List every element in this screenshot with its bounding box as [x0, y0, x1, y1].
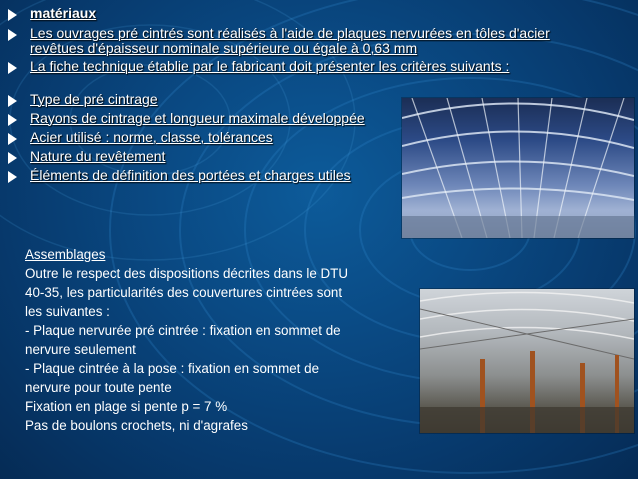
bullet-text: matériaux — [30, 5, 97, 21]
arrow-bullet-icon — [8, 95, 17, 107]
arrow-bullet-icon — [8, 29, 17, 41]
bullet-item — [6, 111, 576, 130]
bullet-text: Nature du revêtement — [30, 148, 166, 164]
bullet-text: Rayons de cintrage et longueur maximale développée — [30, 110, 365, 126]
bullet-text: Éléments de définition des portées et charges utiles — [30, 167, 351, 183]
assemblages-heading: Assemblages — [25, 247, 106, 262]
assemblages-line: nervure pour toute pente — [25, 380, 172, 395]
bullet-item — [6, 59, 576, 92]
roof-structure-photo-2 — [420, 289, 634, 433]
assemblages-section — [25, 245, 420, 435]
bullet-item — [6, 26, 576, 59]
assemblages-line: les suivantes : — [25, 304, 110, 319]
assemblages-line: nervure seulement — [25, 342, 136, 357]
bullet-text: Acier utilisé : norme, classe, tolérances — [30, 129, 273, 145]
bullet-item — [6, 149, 576, 168]
bullet-item — [6, 130, 576, 149]
bullet-text: Les ouvrages pré cintrés sont réalisés à l'aide de plaques nervurées en tôles d'acier revêtues d'épaisseur nominale supérieure ou égale à 0,63 mm — [30, 25, 550, 56]
bullet-text: La fiche technique établie par le fabricant doit présenter les critères suivants : — [30, 58, 510, 74]
assemblages-line: Fixation en plage si pente p = 7 % — [25, 399, 228, 414]
arrow-bullet-icon — [8, 9, 17, 21]
bullet-text: Type de pré cintrage — [30, 91, 158, 107]
arrow-bullet-icon — [8, 114, 17, 126]
bullet-list — [6, 6, 576, 187]
assemblages-line: 40-35, les particularités des couvertures cintrées sont — [25, 285, 343, 300]
arrow-bullet-icon — [8, 62, 17, 74]
bullet-item — [6, 6, 576, 26]
arrow-bullet-icon — [8, 133, 17, 145]
arrow-bullet-icon — [8, 171, 17, 183]
bullet-item — [6, 168, 576, 187]
bullet-item — [6, 92, 576, 111]
assemblages-line: - Plaque cintrée à la pose : fixation en sommet de — [25, 361, 320, 376]
assemblages-line: - Plaque nervurée pré cintrée : fixation en sommet de — [25, 323, 341, 338]
assemblages-line: Outre le respect des dispositions décrites dans le DTU — [25, 266, 349, 281]
assemblages-line: Pas de boulons crochets, ni d'agrafes — [25, 418, 248, 433]
arrow-bullet-icon — [8, 152, 17, 164]
